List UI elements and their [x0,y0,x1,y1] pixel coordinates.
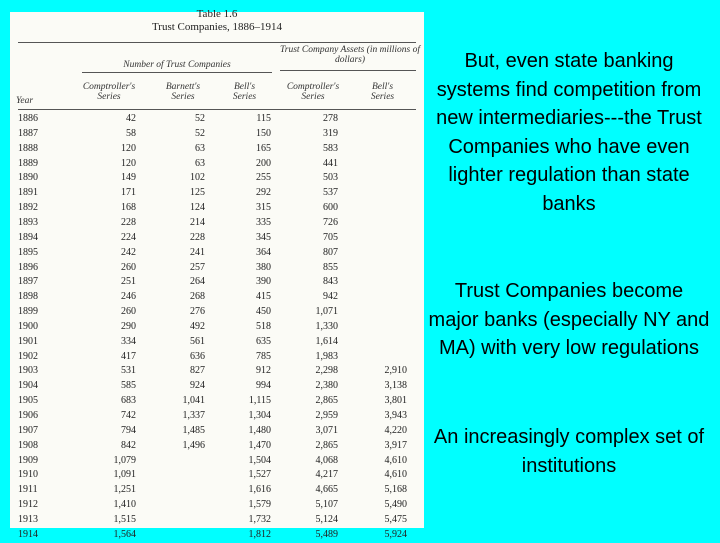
comptroller-assets-cell: 843 [323,276,338,288]
barnett-cell: 52 [195,127,205,139]
barnett-cell: 492 [190,320,205,332]
barnett-cell: 52 [195,113,205,124]
comptroller-number-cell: 120 [121,157,136,169]
year-cell: 1913 [18,513,38,525]
comptroller-assets-cell: 1,614 [315,335,338,347]
year-cell: 1889 [18,157,38,169]
barnett-cell: 1,496 [182,439,205,451]
year-cell: 1899 [18,306,38,318]
comptroller-assets-cell: 319 [323,127,338,139]
comptroller-number-cell: 58 [126,127,136,139]
comptroller-assets-cell: 537 [323,187,338,199]
table-row [10,171,424,186]
barnett-cell: 561 [190,335,205,347]
table-row [10,216,424,231]
comptroller-number-cell: 794 [121,424,136,436]
comptroller-assets-cell: 1,983 [315,350,338,362]
table-row [10,127,424,142]
barnett-cell: 102 [190,172,205,184]
barnett-cell: 228 [190,231,205,243]
barnett-cell: 124 [190,202,205,214]
table-row [10,320,424,335]
year-cell: 1902 [18,350,38,362]
comptroller-number-cell: 1,091 [113,469,136,481]
table-row [10,290,424,305]
comptroller-assets-cell: 1,330 [315,320,338,332]
comptroller-assets-cell: 5,489 [315,528,338,540]
bell-number-cell: 994 [256,380,271,392]
bell-assets-cell: 4,610 [384,469,407,481]
bell-number-cell: 390 [256,276,271,288]
comptroller-number-cell: 242 [121,246,136,258]
comptroller-number-cell: 260 [121,261,136,273]
comptroller-assets-cell: 441 [323,157,338,169]
bell-number-cell: 255 [256,172,271,184]
comptroller-number-cell: 1,564 [113,528,136,540]
comptroller-assets-cell: 4,217 [315,469,338,481]
bell-number-cell: 1,480 [248,424,271,436]
bell-number-cell: 335 [256,216,271,228]
col-barnett-header: Barnett's Series [165,82,201,102]
bell-number-cell: 1,470 [248,439,271,451]
bell-number-cell: 1,115 [248,395,271,407]
bell-number-cell: 785 [256,350,271,362]
table-title: Trust Companies, 1886–1914 [151,21,283,33]
barnett-cell: 827 [190,365,205,377]
comptroller-assets-cell: 5,124 [315,513,338,525]
table-row [10,409,424,424]
table-row [10,394,424,409]
comptroller-number-cell: 1,079 [113,454,136,466]
bell-number-cell: 345 [256,231,271,243]
bell-number-cell: 364 [256,246,271,258]
year-cell: 1903 [18,365,38,377]
bell-number-cell: 1,504 [248,454,271,466]
table-row [10,142,424,157]
comptroller-assets-cell: 2,865 [315,395,338,407]
year-cell: 1896 [18,261,38,273]
comptroller-assets-cell: 4,665 [315,484,338,496]
comptroller-number-cell: 168 [121,202,136,214]
barnett-cell: 1,485 [182,424,205,436]
comptroller-number-cell: 585 [121,380,136,392]
year-cell: 1888 [18,142,38,154]
year-cell: 1891 [18,187,38,199]
table-row [10,424,424,439]
comptroller-assets-cell: 1,071 [315,306,338,318]
bell-number-cell: 1,527 [248,469,271,481]
paragraph-complex-institutions: An increasingly complex set of institutions [433,426,705,477]
table-row [10,528,424,543]
bell-number-cell: 635 [256,335,271,347]
table-row [10,201,424,216]
year-cell: 1905 [18,395,38,407]
table-number: Table 1.6 [196,8,238,20]
comptroller-number-cell: 228 [121,216,136,228]
bell-number-cell: 315 [256,202,271,214]
bell-number-cell: 292 [256,187,271,199]
year-cell: 1898 [18,291,38,303]
year-cell: 1900 [18,320,38,332]
comptroller-number-cell: 334 [121,335,136,347]
comptroller-assets-cell: 942 [323,291,338,303]
table-row [10,513,424,528]
year-cell: 1910 [18,469,38,481]
barnett-cell: 257 [190,261,205,273]
comptroller-number-cell: 149 [121,172,136,184]
table-row [10,112,424,127]
year-cell: 1886 [18,113,38,124]
table-row [10,186,424,201]
comptroller-assets-cell: 2,959 [315,410,338,421]
table-row [10,261,424,276]
group-number-rule [82,72,272,73]
comptroller-assets-cell: 2,865 [315,439,338,451]
bell-number-cell: 150 [256,127,271,139]
col-bell-assets-header: Bell's Series [370,82,395,102]
table-row [10,498,424,513]
table-row [10,305,424,320]
bell-assets-cell: 2,910 [384,365,407,377]
bell-number-cell: 200 [256,157,271,169]
comptroller-assets-cell: 2,298 [315,365,338,377]
barnett-cell: 214 [190,216,205,228]
year-cell: 1892 [18,202,38,214]
bell-number-cell: 518 [256,320,271,332]
comptroller-assets-cell: 600 [323,202,338,214]
table-row [10,246,424,261]
year-cell: 1907 [18,424,38,436]
comptroller-number-cell: 251 [121,276,136,288]
bell-number-cell: 1,579 [248,499,271,511]
comptroller-number-cell: 1,515 [113,513,136,525]
barnett-cell: 63 [195,157,205,169]
table-row [10,483,424,498]
col-bell-number-header: Bell's Series [232,82,257,102]
comptroller-assets-cell: 2,380 [315,380,338,392]
table-row [10,379,424,394]
group-assets-header: Trust Company Assets (in millions of dollars) [280,45,420,65]
comptroller-number-cell: 120 [121,142,136,154]
comptroller-assets-cell: 855 [323,261,338,273]
barnett-cell: 63 [195,142,205,154]
comptroller-number-cell: 42 [126,113,136,124]
comptroller-assets-cell: 583 [323,142,338,154]
bell-assets-cell: 5,924 [384,528,407,540]
barnett-cell: 924 [190,380,205,392]
comptroller-assets-cell: 503 [323,172,338,184]
comptroller-number-cell: 290 [121,320,136,332]
comptroller-assets-cell: 807 [323,246,338,258]
table-row [10,364,424,379]
year-cell: 1887 [18,127,38,139]
col-comptroller-assets-header: Comptroller's Series [286,82,340,102]
comptroller-assets-cell: 3,071 [315,424,338,436]
comptroller-number-cell: 1,410 [113,499,136,511]
bell-assets-cell: 5,168 [384,484,407,496]
bell-assets-cell: 3,943 [384,410,407,421]
year-cell: 1893 [18,216,38,228]
bell-number-cell: 450 [256,306,271,318]
bell-number-cell: 1,732 [248,513,271,525]
barnett-cell: 125 [190,187,205,199]
comptroller-number-cell: 224 [121,231,136,243]
bell-assets-cell: 5,475 [384,513,407,525]
barnett-cell: 241 [190,246,205,258]
comptroller-assets-cell: 5,107 [315,499,338,511]
bell-number-cell: 1,812 [248,528,271,540]
bell-assets-cell: 4,220 [384,424,407,436]
header-rule-bottom [18,109,416,110]
year-cell: 1890 [18,172,38,184]
bell-number-cell: 1,304 [248,410,271,421]
bell-number-cell: 380 [256,261,271,273]
barnett-cell: 264 [190,276,205,288]
comptroller-number-cell: 531 [121,365,136,377]
barnett-cell: 636 [190,350,205,362]
comptroller-assets-cell: 726 [323,216,338,228]
table-row [10,231,424,246]
bell-number-cell: 115 [256,113,271,124]
group-assets-rule [280,70,416,71]
comptroller-number-cell: 417 [121,350,136,362]
paragraph-trust-companies: Trust Companies become major banks (especially NY and MA) with very low regulations [428,280,710,360]
barnett-cell: 276 [190,306,205,318]
year-cell: 1912 [18,499,38,511]
year-cell: 1901 [18,335,38,347]
comptroller-number-cell: 246 [121,291,136,303]
bell-assets-cell: 4,610 [384,454,407,466]
bell-assets-cell: 3,917 [384,439,407,451]
comptroller-number-cell: 171 [121,187,136,199]
trust-companies-table-image [10,8,424,540]
comptroller-assets-cell: 705 [323,231,338,243]
table-row [10,350,424,365]
table-row [10,454,424,469]
header-rule-top [18,42,416,43]
table-row [10,335,424,350]
paragraph-intermediaries: But, even state banking systems find competition from new intermediaries---the Trust Companies who have even lighter regulation than state banks [436,50,702,215]
year-cell: 1904 [18,380,38,392]
bell-number-cell: 1,616 [248,484,271,496]
col-comptroller-number-header: Comptroller's Series [82,82,136,102]
bell-number-cell: 165 [256,142,271,154]
barnett-cell: 1,041 [182,395,205,407]
table-row [10,468,424,483]
comptroller-number-cell: 260 [121,306,136,318]
bell-assets-cell: 3,801 [384,395,407,407]
comptroller-number-cell: 742 [121,410,136,421]
col-year-header: Year [16,96,34,106]
comptroller-number-cell: 842 [121,439,136,451]
barnett-cell: 1,337 [182,410,205,421]
bell-assets-cell: 5,490 [384,499,407,511]
bell-number-cell: 415 [256,291,271,303]
bell-assets-cell: 3,138 [384,380,407,392]
comptroller-number-cell: 1,251 [113,484,136,496]
year-cell: 1895 [18,246,38,258]
bell-number-cell: 912 [256,365,271,377]
table-row [10,275,424,290]
year-cell: 1894 [18,231,38,243]
barnett-cell: 268 [190,291,205,303]
year-cell: 1908 [18,439,38,451]
comptroller-assets-cell: 278 [323,113,338,124]
year-cell: 1906 [18,410,38,421]
table-row [10,157,424,172]
comptroller-number-cell: 683 [121,395,136,407]
comptroller-assets-cell: 4,068 [315,454,338,466]
year-cell: 1914 [18,528,38,540]
year-cell: 1911 [18,484,38,496]
group-number-header: Number of Trust Companies [123,60,231,70]
year-cell: 1909 [18,454,38,466]
year-cell: 1897 [18,276,38,288]
table-row [10,439,424,454]
